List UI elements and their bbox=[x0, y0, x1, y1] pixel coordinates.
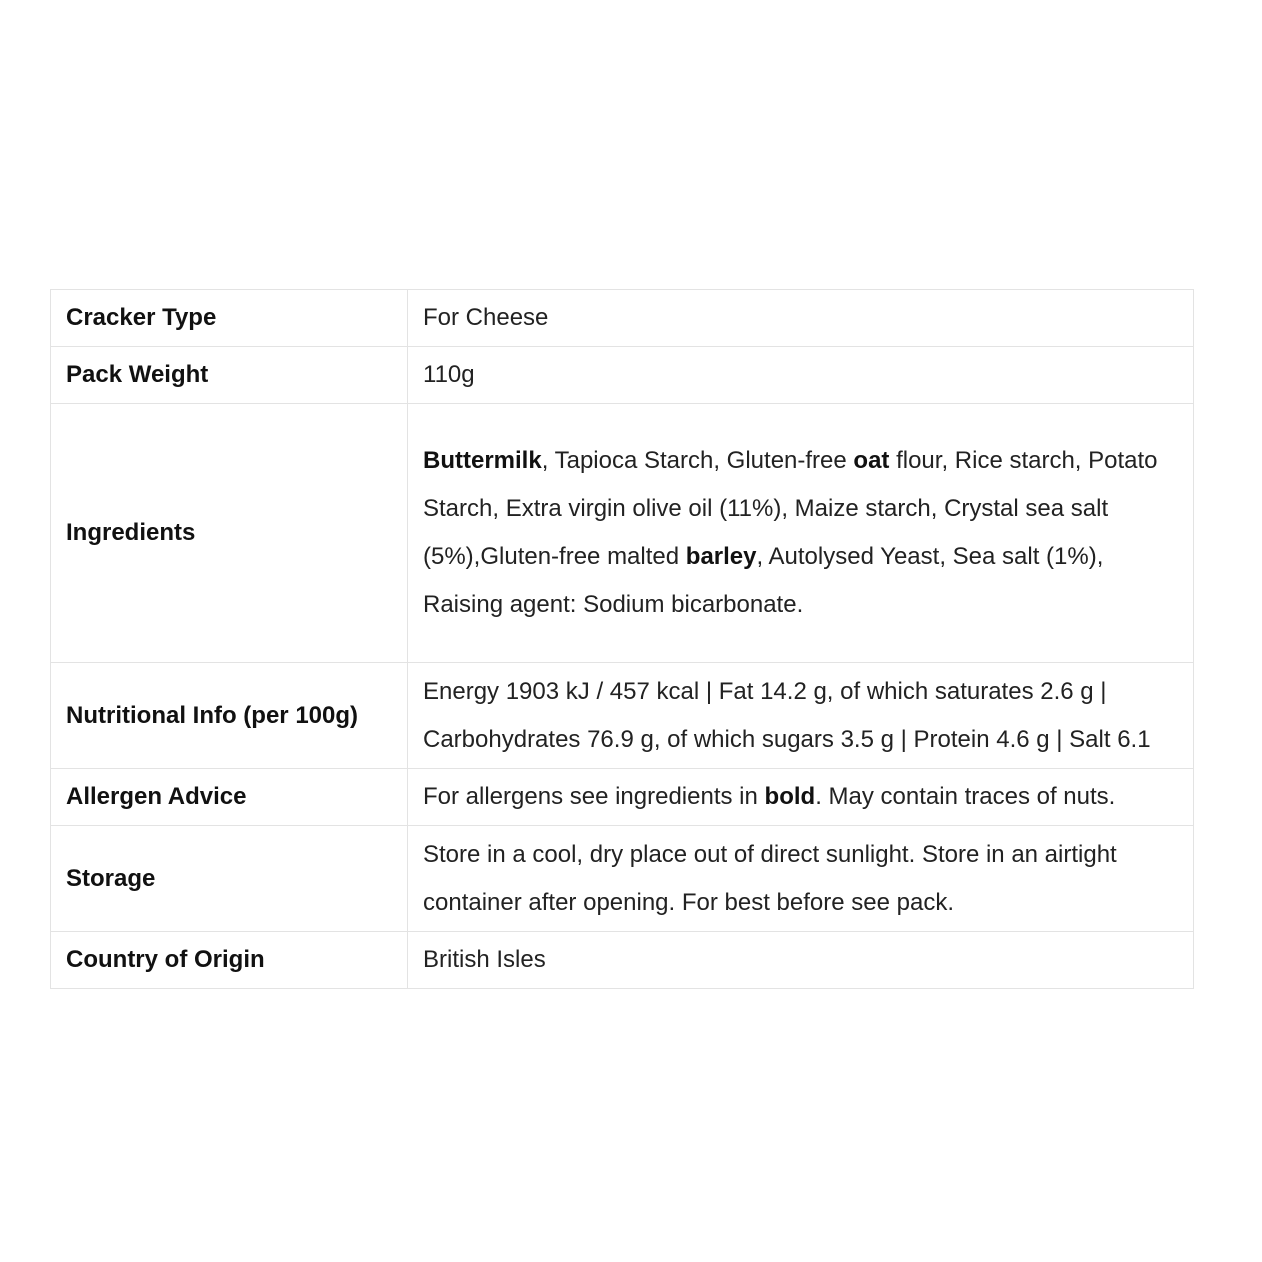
cracker-type-label: Cracker Type bbox=[51, 290, 408, 347]
nutrition-label: Nutritional Info (per 100g) bbox=[51, 663, 408, 769]
table-row-allergen bbox=[51, 769, 1194, 826]
allergen-oat: oat bbox=[853, 447, 890, 474]
allergen-value bbox=[408, 769, 1194, 826]
allergen-bold-word: bold bbox=[764, 783, 816, 810]
storage-label: Storage bbox=[51, 826, 408, 932]
table-row-cracker-type bbox=[51, 290, 1194, 347]
allergen-text-1: For allergens see ingredients in bbox=[423, 783, 765, 810]
allergen-barley: barley bbox=[685, 543, 757, 570]
allergen-text-2: . May contain traces of nuts. bbox=[815, 783, 1116, 810]
table-row-nutrition bbox=[51, 663, 1194, 769]
ingredients-text-1: , Tapioca Starch, Gluten-free bbox=[541, 447, 854, 474]
ingredients-value bbox=[408, 404, 1194, 663]
table-row-pack-weight bbox=[51, 347, 1194, 404]
allergen-buttermilk: Buttermilk bbox=[423, 447, 542, 474]
origin-label: Country of Origin bbox=[51, 932, 408, 989]
pack-weight-value: 110g bbox=[408, 347, 1194, 404]
allergen-label: Allergen Advice bbox=[51, 769, 408, 826]
storage-value: Store in a cool, dry place out of direct sunlight. Store in an airtight container after opening. For best before see pack. bbox=[408, 826, 1194, 932]
table-row-ingredients bbox=[51, 404, 1194, 663]
ingredients-text-2: flour, Rice starch, Potato Starch, Extra virgin olive oil (11%), Maize starch, Crystal sea salt (5%),Gluten-free malted bbox=[423, 447, 1158, 570]
origin-value: British Isles bbox=[408, 932, 1194, 989]
ingredients-label: Ingredients bbox=[51, 404, 408, 663]
cracker-type-value: For Cheese bbox=[408, 290, 1194, 347]
pack-weight-label: Pack Weight bbox=[51, 347, 408, 404]
nutrition-value: Energy 1903 kJ / 457 kcal | Fat 14.2 g, of which saturates 2.6 g | Carbohydrates 76.9 g, of which sugars 3.5 g | Protein 4.6 g | Salt 6.1 bbox=[408, 663, 1194, 769]
table-row-storage bbox=[51, 826, 1194, 932]
table-row-origin bbox=[51, 932, 1194, 989]
ingredients-text-3: , Autolysed Yeast, Sea salt (1%), Raising agent: Sodium bicarbonate. bbox=[423, 543, 1104, 618]
product-spec-table bbox=[50, 289, 1194, 989]
